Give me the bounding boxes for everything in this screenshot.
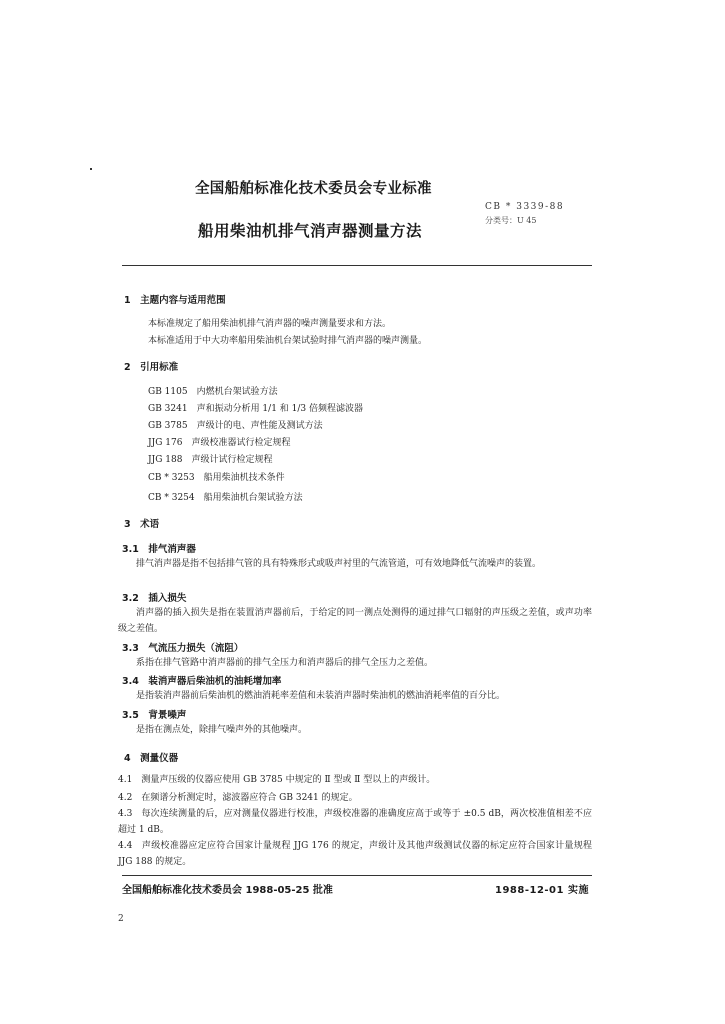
term-heading: 3.1 排气消声器 [122,544,196,555]
term-heading: 3.3 气流压力损失（流阻） [122,643,244,654]
instrument-clause: 4.3 每次连续测量的后，应对测量仪器进行校准，声级校准器的准确度应高于或等于 ±0.5 dB，两次校准值相差不应超过 1 dB。 [118,809,592,835]
term-definition: 是指在测点处，除排气噪声外的其他噪声。 [136,725,308,735]
reference-item: GB 3785 声级计的电、声性能及测试方法 [148,421,323,431]
instrument-clause: 4.2 在频谱分析测定时，滤波器应符合 GB 3241 的规定。 [118,793,358,803]
section-2-heading: 2 引用标准 [124,362,179,373]
reference-item: CB * 3253 船用柴油机技术条件 [148,473,285,483]
reference-item: CB * 3254 船用柴油机台架试验方法 [148,493,303,503]
scan-speck [90,168,92,170]
footer-divider [122,875,592,876]
term-definition: 排气消声器是指不包括排气管的具有特殊形式或吸声衬里的气流管道，可有效地降低气流噪声的装置。 [136,559,542,569]
classification-number: 分类号：U 45 [485,216,537,225]
document-title: 船用柴油机排气消声器测量方法 [198,222,423,240]
section-1-heading: 1 主题内容与适用范围 [124,295,226,306]
header-divider [122,265,592,266]
instrument-clause: 4.4 声级校准器应定应符合国家计量规程 JJG 176 的规定，声级计及其他声级测试仪器的标定应符合国家计量规程 JJG 188 的规定。 [118,841,592,867]
page-number: 2 [118,914,124,924]
term-definition: 消声器的插入损失是指在装置消声器前后，于给定的同一测点处测得的通过排气口辐射的声压级之差值，或声功率级之差值。 [118,608,592,634]
approval-statement: 全国船舶标准化技术委员会 1988-05-25 批准 [122,885,333,896]
organization-heading: 全国船舶标准化技术委员会专业标准 [195,181,432,197]
section-3-heading: 3 术语 [124,519,160,530]
term-definition: 系指在排气管路中消声器前的排气全压力和消声器后的排气全压力之差值。 [136,658,434,668]
term-heading: 3.5 背景噪声 [122,710,187,721]
term-definition: 是指装消声器前后柴油机的燃油消耗率差值和未装消声器时柴油机的燃油消耗率值的百分比。 [136,691,506,701]
section-1-paragraph: 本标准适用于中大功率船用柴油机台架试验时排气消声器的噪声测量。 [148,336,428,346]
section-4-heading: 4 测量仪器 [124,753,179,764]
term-heading: 3.2 插入损失 [122,593,187,604]
reference-item: GB 1105 内燃机台架试验方法 [148,387,278,397]
reference-item: JJG 188 声级计试行检定规程 [148,455,273,465]
standard-code: CB * 3339-88 [485,202,565,212]
term-heading: 3.4 装消声器后柴油机的油耗增加率 [122,676,282,687]
section-1-paragraph: 本标准规定了船用柴油机排气消声器的噪声测量要求和方法。 [148,319,392,329]
implementation-date: 1988-12-01 实施 [495,885,589,896]
reference-item: JJG 176 声级校准器试行检定规程 [148,438,291,448]
instrument-clause: 4.1 测量声压级的仪器应使用 GB 3785 中规定的 Ⅱ 型或 Ⅱ 型以上的声级计。 [118,775,436,785]
reference-item: GB 3241 声和振动分析用 1/1 和 1/3 倍频程滤波器 [148,404,363,414]
